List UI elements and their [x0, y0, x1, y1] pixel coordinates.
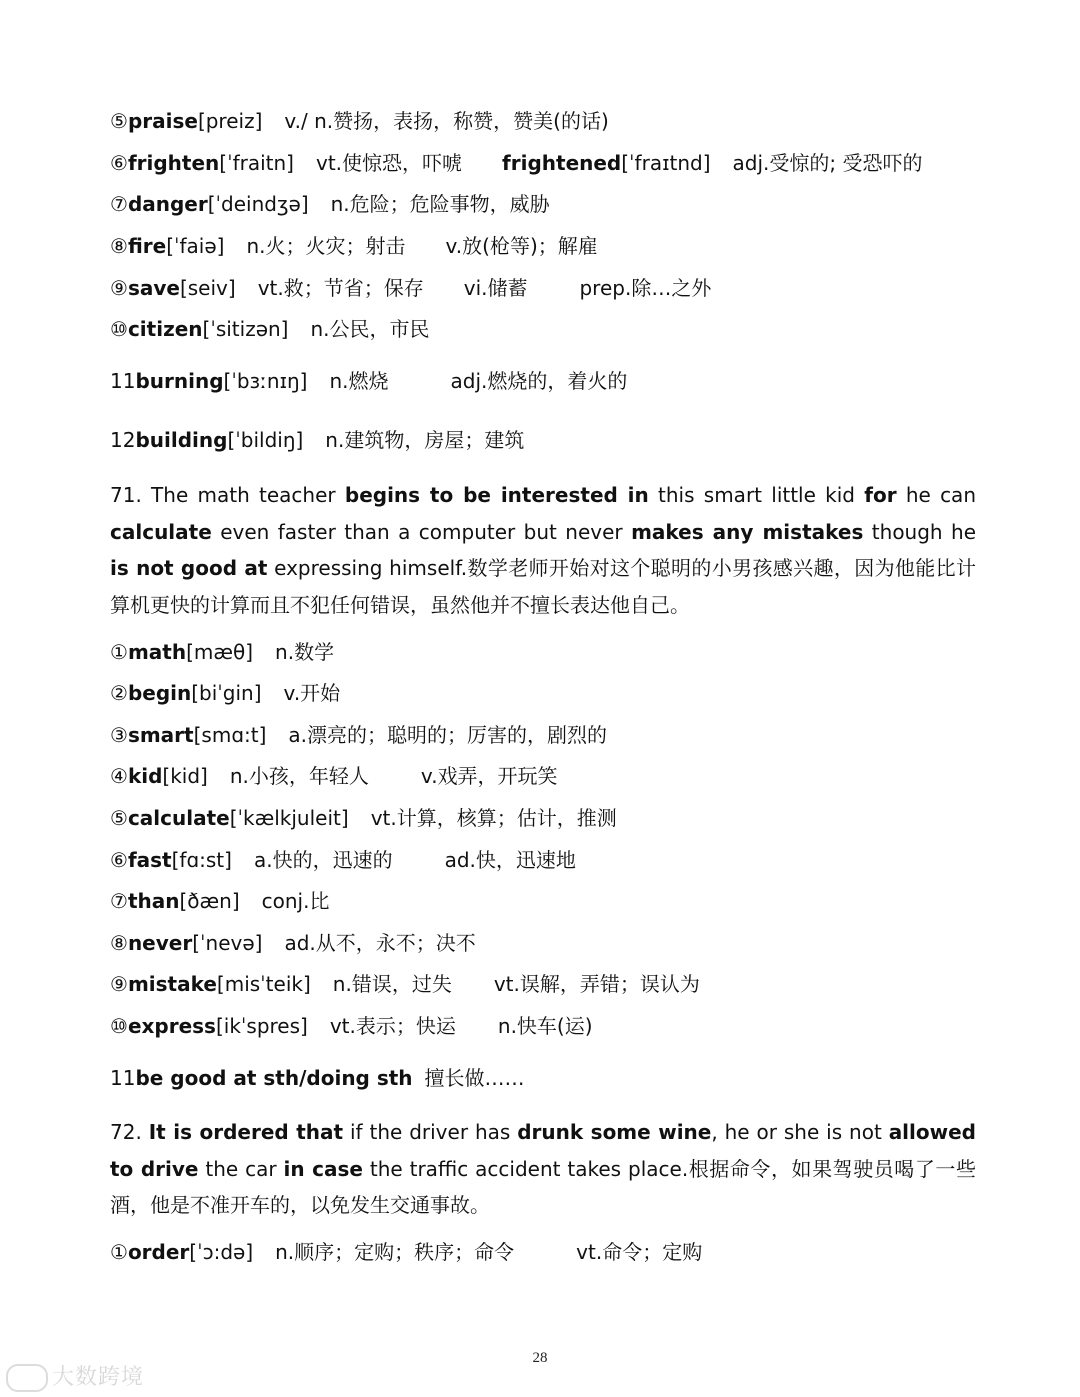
vocab-word: citizen	[127, 317, 203, 341]
sentence-text: expressing himself.数学老师开始对这个聪明的小男孩感兴趣，因为他能比计算机更快的计算而且不犯任何错误，虽然他并不擅长表达他自己。	[110, 556, 976, 617]
vocab-word: burning	[135, 369, 224, 393]
vocab-word: express	[127, 1014, 216, 1038]
vocab-word: than	[127, 889, 180, 913]
entry-number: ⑦	[110, 192, 128, 216]
entry-number: 11	[110, 369, 136, 393]
vocab-word: building	[135, 428, 228, 452]
definition: n.快车(运)	[497, 1014, 593, 1038]
vocab-word: fire	[127, 234, 167, 258]
example-sentence-72	[110, 1114, 976, 1224]
phonetic: [ˈfaiə]	[166, 234, 225, 258]
definition: a.快的，迅速的	[253, 848, 393, 872]
key-phrase: It is ordered that	[148, 1120, 344, 1144]
definition: v.戏弄，开玩笑	[420, 764, 558, 788]
definition: v./ n.赞扬，表扬，称赞，赞美(的话)	[284, 109, 609, 133]
vocab-entry	[110, 721, 607, 749]
vocab-word: begin	[127, 681, 192, 705]
sentence-text: the car	[198, 1156, 284, 1181]
sentence-text: even faster than a computer but never	[211, 519, 632, 544]
phonetic: [ˈdeindʒə]	[207, 192, 309, 216]
entry-number: ⑤	[110, 806, 128, 830]
definition: vt.使惊恐，吓唬	[315, 151, 463, 175]
sentence-text: he can	[896, 483, 976, 507]
definition: n.危险；危险事物，威胁	[330, 192, 550, 216]
entry-number: ⑨	[110, 276, 128, 300]
vocab-word: kid	[127, 764, 163, 788]
key-phrase: calculate	[110, 519, 212, 544]
definition: 擅长做……	[424, 1066, 525, 1090]
sentence-text: this smart little kid	[648, 483, 865, 507]
entry-number: 11	[110, 1066, 136, 1090]
entry-number: ⑤	[110, 109, 128, 133]
key-phrase: is not good at	[110, 556, 268, 580]
entry-number: ⑦	[110, 889, 128, 913]
phonetic: [ˈsitizən]	[202, 317, 289, 341]
entry-number: 12	[110, 428, 136, 452]
definition: ad.快，迅速地	[444, 848, 576, 872]
phonetic: [ˈnevə]	[192, 931, 263, 955]
vocab-entry	[110, 846, 576, 874]
vocab-word: save	[127, 276, 180, 300]
entry-number: ②	[110, 681, 128, 705]
definition: n.燃烧	[329, 369, 389, 393]
sentence-text: 72.	[110, 1120, 149, 1144]
key-phrase: in case	[283, 1156, 363, 1181]
vocab-entry	[110, 929, 476, 957]
watermark	[6, 1360, 144, 1392]
definition: v.放(枪等)；解雇	[445, 234, 598, 258]
watermark-text: 大数跨境	[52, 1365, 145, 1390]
definition: prep.除…之外	[579, 276, 712, 300]
phonetic: [ðæn]	[179, 889, 240, 913]
vocab-word: frighten	[127, 151, 220, 175]
vocab-word: mistake	[127, 972, 217, 996]
vocab-entry	[110, 232, 598, 260]
definition: vt.计算，核算；估计，推测	[370, 806, 617, 830]
vocab-word: frightened	[502, 151, 622, 175]
key-phrase: allowed to drive	[110, 1120, 976, 1181]
phonetic: [fɑ:st]	[171, 848, 232, 872]
vocab-entry	[110, 107, 609, 135]
entry-number: ⑥	[110, 848, 128, 872]
vocab-entry	[110, 804, 617, 832]
definition: adj.燃烧的，着火的	[450, 369, 628, 393]
definition: vi.储蓄	[463, 276, 528, 300]
vocab-entry	[110, 679, 340, 707]
vocab-word: math	[127, 640, 187, 664]
entry-number: ⑨	[110, 972, 128, 996]
sentence-text: , he or she is not	[711, 1120, 889, 1144]
definition: adj.受惊的; 受恐吓的	[732, 151, 923, 175]
definition: ad.从不，永不；决不	[284, 931, 476, 955]
phonetic: [ˈfraitn]	[219, 151, 294, 175]
phonetic: [ˈɔ:də]	[189, 1240, 254, 1264]
definition: vt.救；节省；保存	[257, 276, 424, 300]
definition: n.火；火灾；射击	[246, 234, 406, 258]
vocab-entry	[110, 1064, 525, 1092]
entry-number: ③	[110, 723, 128, 747]
vocab-entry	[110, 426, 524, 454]
vocab-word: praise	[127, 109, 198, 133]
entry-number: ⑧	[110, 234, 128, 258]
entry-number: ⑥	[110, 151, 128, 175]
vocab-word: be good at sth/doing sth	[135, 1066, 413, 1090]
vocab-entry	[110, 149, 923, 177]
key-phrase: makes any mistakes	[631, 519, 864, 544]
definition: n.错误，过失	[332, 972, 452, 996]
entry-number: ④	[110, 764, 128, 788]
sentence-text: though he	[863, 519, 976, 544]
definition: v.开始	[283, 681, 341, 705]
phonetic: [ˈbildiŋ]	[227, 428, 304, 452]
vocab-word: calculate	[127, 806, 230, 830]
definition: n.公民，市民	[310, 317, 430, 341]
watermark-logo-icon	[6, 1364, 48, 1392]
phonetic: [seiv]	[179, 276, 236, 300]
entry-number: ⑧	[110, 931, 128, 955]
phonetic: [mæθ]	[186, 640, 254, 664]
example-sentence-71	[110, 477, 976, 623]
phonetic: [kid]	[162, 764, 208, 788]
vocab-entry	[110, 887, 329, 915]
phonetic: [biˈgin]	[191, 681, 262, 705]
vocab-entry	[110, 1238, 702, 1266]
phonetic: [ˈbɜːnɪŋ]	[223, 369, 308, 393]
vocab-entry	[110, 762, 558, 790]
sentence-text: if the driver has	[343, 1120, 518, 1144]
definition: n.顺序；定购；秩序；命令	[275, 1240, 515, 1264]
vocab-entry	[110, 638, 334, 666]
entry-number: ⑩	[110, 1014, 128, 1038]
vocab-word: danger	[127, 192, 208, 216]
vocab-entry	[110, 367, 627, 395]
definition: n.小孩，年轻人	[229, 764, 369, 788]
key-phrase: drunk some wine	[517, 1120, 712, 1144]
phonetic: [misˈteik]	[216, 972, 311, 996]
phonetic: [ikˈspres]	[215, 1014, 308, 1038]
vocab-entry	[110, 274, 711, 302]
sentence-text: the traffic accident takes place.根据命令，如果驾驶员喝了一些酒，他是不准开车的，以免发生交通事故。	[110, 1156, 976, 1217]
entry-number: ①	[110, 640, 128, 664]
entry-number: ①	[110, 1240, 128, 1264]
phonetic: [ˈfraɪtnd]	[621, 151, 711, 175]
phonetic: [ˈkælkjuleit]	[229, 806, 349, 830]
vocab-entry	[110, 1012, 593, 1040]
vocab-word: never	[127, 931, 193, 955]
vocab-entry	[110, 190, 550, 218]
definition: vt.表示；快运	[329, 1014, 456, 1038]
phonetic: [preiz]	[197, 109, 263, 133]
definition: vt.误解，弄错；误认为	[493, 972, 700, 996]
vocab-entry	[110, 315, 430, 343]
key-phrase: begins to be interested in	[344, 483, 649, 507]
sentence-text: 71. The math teacher	[110, 483, 345, 507]
definition: conj.比	[261, 889, 330, 913]
key-phrase: for	[864, 483, 897, 507]
definition: vt.命令；定购	[576, 1240, 703, 1264]
vocab-word: order	[127, 1240, 190, 1264]
definition: n.数学	[275, 640, 335, 664]
phonetic: [smɑ:t]	[193, 723, 267, 747]
definition: n.建筑物，房屋；建筑	[325, 428, 525, 452]
vocab-word: smart	[127, 723, 194, 747]
vocab-entry	[110, 970, 700, 998]
definition: a.漂亮的；聪明的；厉害的，剧烈的	[288, 723, 608, 747]
entry-number: ⑩	[110, 317, 128, 341]
page-number: 28	[532, 1350, 548, 1366]
vocab-word: fast	[127, 848, 172, 872]
